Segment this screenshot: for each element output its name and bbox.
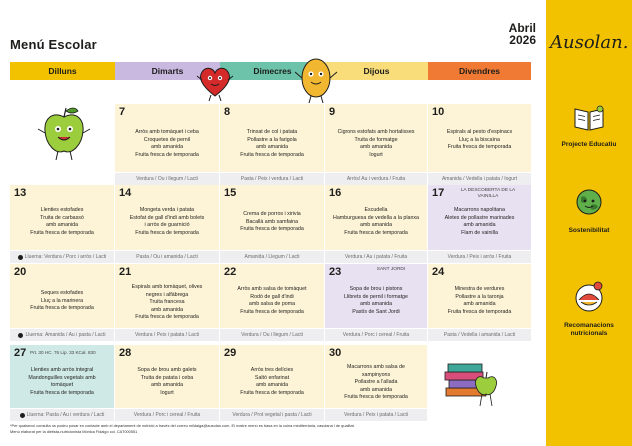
dinner-suggestion: Amanida / Vedella i patata / Iogurt bbox=[428, 173, 531, 185]
day-cell-22: 22 Arròs amb salsa de tomàquet Rodó de gall d'indi amb salsa de poma Fruita fresca de temporada bbox=[220, 264, 324, 328]
books-apple-illustration bbox=[440, 348, 502, 410]
menu-lines: Macarrons amb salsa de xampinyons Pollastre a l'allada amb amanida Fruita fresca de temporada bbox=[344, 364, 408, 401]
dinner-suggestion: Verdura / Porc i cereal / Fruita bbox=[115, 409, 219, 421]
footnotes: *Per qualsevol consulta us podeu posar en contacte amb el departament de nutrició a través del correu mildaiga@ausolan.com. El nostre menú es basa en la cuina mediterrània, casolana i de qualitat. Menú elaborat per la dietista-nutricionista Mònica Fidalgo col. CAT000551 bbox=[10, 423, 355, 434]
menu-lines: Crema de porros i xirivia Bacallà amb samfaina Fruita fresca de temporada bbox=[240, 211, 304, 233]
moon-icon bbox=[20, 413, 25, 418]
moon-icon bbox=[18, 255, 23, 260]
book-icon bbox=[572, 103, 606, 133]
dinner-suggestion: Verdura / Peix i arròs / Fruita bbox=[428, 251, 531, 263]
menu-lines: Arròs amb tomàquet i ceba Croquetes de pernil amb amanida Fruita fresca de temporada bbox=[135, 129, 199, 158]
day-cell-9: 9 Cigrons estofats amb hortalisses Truita de formatge amb amanida Iogurt bbox=[325, 104, 427, 172]
dinner-suggestion: Verdura / Ou i llegum / Lacti bbox=[220, 329, 324, 341]
menu-lines: Macarrons napolitana Aletes de pollastre marinades amb amanida Flam de vainilla bbox=[444, 207, 515, 236]
day-header-dilluns: Dilluns bbox=[10, 62, 115, 80]
apple-mascot-illustration bbox=[36, 103, 92, 163]
dinner-suggestion: Lluerna: Verdura / Porc i arròs / Lacti bbox=[10, 251, 114, 263]
month-label bbox=[509, 22, 536, 46]
day-cell-16: 16 Escudella Hamburguesa de vedella a la planxa amb amanida Fruita fresca de temporada bbox=[325, 185, 427, 250]
sidebar-item-projecte-educatiu[interactable]: Projecte Educatiu bbox=[546, 103, 632, 149]
dinner-suggestion: Pasta / Peix i verdura / Lacti bbox=[220, 173, 324, 185]
menu-lines: Llenties amb arròs integral Mandonguilles vegetals amb tomàquet Fruita fresca de temporada bbox=[28, 367, 96, 396]
ausolan-logo: Ausolan. bbox=[550, 32, 629, 53]
day-cell-23: 23 SANT JORDI Sopa de brou i pistons Llibrets de pernil i formatge amb amanida Pastís de Sant Jordi bbox=[325, 264, 427, 328]
sidebar-item-recomanacions[interactable]: Recomanacions nutricionals bbox=[546, 278, 632, 337]
moon-icon bbox=[18, 333, 23, 338]
menu-lines: Minestra de verdures Pollastre a la taronja amb amanida Fruita fresca de temporada bbox=[447, 286, 512, 315]
menu-lines: Espirals amb tomàquet, olives negres i alfàbrega Truita francesa amb amanida Fruita fresca de temporada bbox=[131, 284, 203, 321]
day-header-dijous: Dijous bbox=[325, 62, 428, 80]
dinner-suggestion: Pasta / Ou i amanida / Lacti bbox=[115, 251, 219, 263]
dinner-suggestion: Verdura / Au i patata / Fruita bbox=[325, 251, 427, 263]
menu-lines: Espirals al pesto d'espinacs Lluç a la biscaïna Fruita fresca de temporada bbox=[446, 129, 513, 151]
menu-lines: Arròs amb salsa de tomàquet Rodó de gall d'indi amb salsa de poma Fruita fresca de temporada bbox=[237, 286, 307, 315]
dinner-suggestion: Verdura / Ou i llegum / Lacti bbox=[115, 173, 219, 185]
day-cell-10: 10 Espirals al pesto d'espinacs Lluç a la biscaïna Fruita fresca de temporada bbox=[428, 104, 531, 172]
menu-lines: Mongeta verda i patata Estofat de gall d'indi amb bolets i arròs de guarnició Fruita fresca de temporada bbox=[129, 207, 205, 236]
month-name: Abril bbox=[508, 21, 536, 35]
menu-lines: Trinxat de col i patata Pollastre a la farigola amb amanida Fruita fresca de temporada bbox=[240, 129, 304, 158]
food-plate-icon bbox=[571, 278, 607, 314]
day-cell-15: 15 Crema de porros i xirivia Bacallà amb samfaina Fruita fresca de temporada bbox=[220, 185, 324, 250]
menu-lines: Seques estofades Lluç a la marinera Fruita fresca de temporada bbox=[30, 290, 94, 312]
day-header-dimarts: Dimarts bbox=[115, 62, 220, 80]
sidebar-item-sostenibilitat[interactable]: Sostenibilitat bbox=[546, 185, 632, 235]
dinner-suggestion: Pasta / Vedella i amanida / Lacti bbox=[428, 329, 531, 341]
menu-lines: Llenties estofades Truita de carbassó amb amanida Fruita fresca de temporada bbox=[30, 207, 94, 236]
day-cell-17: 17 LA DESCOBERTA DE LA VAINILLA Macarrons napolitana Aletes de pollastre marinades amb amanida Flam de vainilla bbox=[428, 185, 531, 250]
day-cell-29: 29 Arròs tres delícies Saltó enfarinat amb amanida Fruita fresca de temporada bbox=[220, 345, 324, 408]
day-header-divendres: Divendres bbox=[428, 62, 531, 80]
dinner-suggestion: Lluerna: Pasta / Au i verdura / Lacti bbox=[10, 409, 114, 421]
day-cell-27: 27 Prt. 30 HC. 76 Lip. 33 KCal. 830 Llenties amb arròs integral Mandonguilles vegetals amb tomàquet Fruita fresca de temporada bbox=[10, 345, 114, 408]
day-cell-7: 7 Arròs amb tomàquet i ceba Croquetes de pernil amb amanida Fruita fresca de temporada bbox=[115, 104, 219, 172]
day-cell-13: 13 Llenties estofades Truita de carbassó amb amanida Fruita fresca de temporada bbox=[10, 185, 114, 250]
page-title: Menú Escolar bbox=[10, 37, 97, 52]
dinner-suggestion: Verdura / Peix i patata / Lacti bbox=[325, 409, 427, 421]
potato-mascot-illustration bbox=[293, 54, 339, 104]
menu-lines: Sopa de brou amb galets Truita de patata i ceba amb amanida Iogurt bbox=[137, 367, 197, 396]
menu-lines: Escudella Hamburguesa de vedella a la planxa amb amanida Fruita fresca de temporada bbox=[333, 207, 419, 236]
planet-icon bbox=[572, 185, 606, 219]
day-cell-8: 8 Trinxat de col i patata Pollastre a la farigola amb amanida Fruita fresca de temporada bbox=[220, 104, 324, 172]
day-header-dimecres: Dimecres bbox=[220, 62, 325, 80]
dinner-suggestion: Verdura / Peix i patata / Lacti bbox=[115, 329, 219, 341]
menu-lines: Sopa de brou i pistons Llibrets de pernil i formatge amb amanida Pastís de Sant Jordi bbox=[344, 286, 408, 315]
menu-lines: Arròs tres delícies Saltó enfarinat amb amanida Fruita fresca de temporada bbox=[240, 367, 304, 396]
dinner-suggestion: Lluerna: Amanida / Au i pasta / Lacti bbox=[10, 329, 114, 341]
year: 2026 bbox=[509, 33, 536, 47]
day-cell-24: 24 Minestra de verdures Pollastre a la taronja amb amanida Fruita fresca de temporada bbox=[428, 264, 531, 328]
brand-sidebar bbox=[546, 0, 632, 446]
day-cell-30: 30 Macarrons amb salsa de xampinyons Pollastre a l'allada amb amanida Fruita fresca de temporada bbox=[325, 345, 427, 408]
special-day-badge: SANT JORDI bbox=[376, 267, 406, 272]
heart-mascot-illustration bbox=[196, 62, 234, 102]
day-cell-20: 20 Seques estofades Lluç a la marinera Fruita fresca de temporada bbox=[10, 264, 114, 328]
day-cell-21: 21 Espirals amb tomàquet, olives negres i alfàbrega Truita francesa amb amanida Fruita fresca de temporada bbox=[115, 264, 219, 328]
dinner-suggestion: Arròs/ Au i verdura / Fruita bbox=[325, 173, 427, 185]
nutrition-info: Prt. 30 HC. 76 Lip. 33 KCal. 830 bbox=[30, 350, 96, 355]
dinner-suggestion: Amanida / Llegum / Lacti bbox=[220, 251, 324, 263]
menu-lines: Cigrons estofats amb hortalisses Truita de formatge amb amanida Iogurt bbox=[337, 129, 415, 158]
day-cell-14: 14 Mongeta verda i patata Estofat de gall d'indi amb bolets i arròs de guarnició Fruita fresca de temporada bbox=[115, 185, 219, 250]
special-day-badge: LA DESCOBERTA DE LA VAINILLA bbox=[460, 188, 516, 199]
dinner-suggestion: Verdura / Porc i cereal / Fruita bbox=[325, 329, 427, 341]
day-cell-28: 28 Sopa de brou amb galets Truita de patata i ceba amb amanida Iogurt bbox=[115, 345, 219, 408]
dinner-suggestion: Verdura / Prot vegetal i pasta / Lacti bbox=[220, 409, 324, 421]
